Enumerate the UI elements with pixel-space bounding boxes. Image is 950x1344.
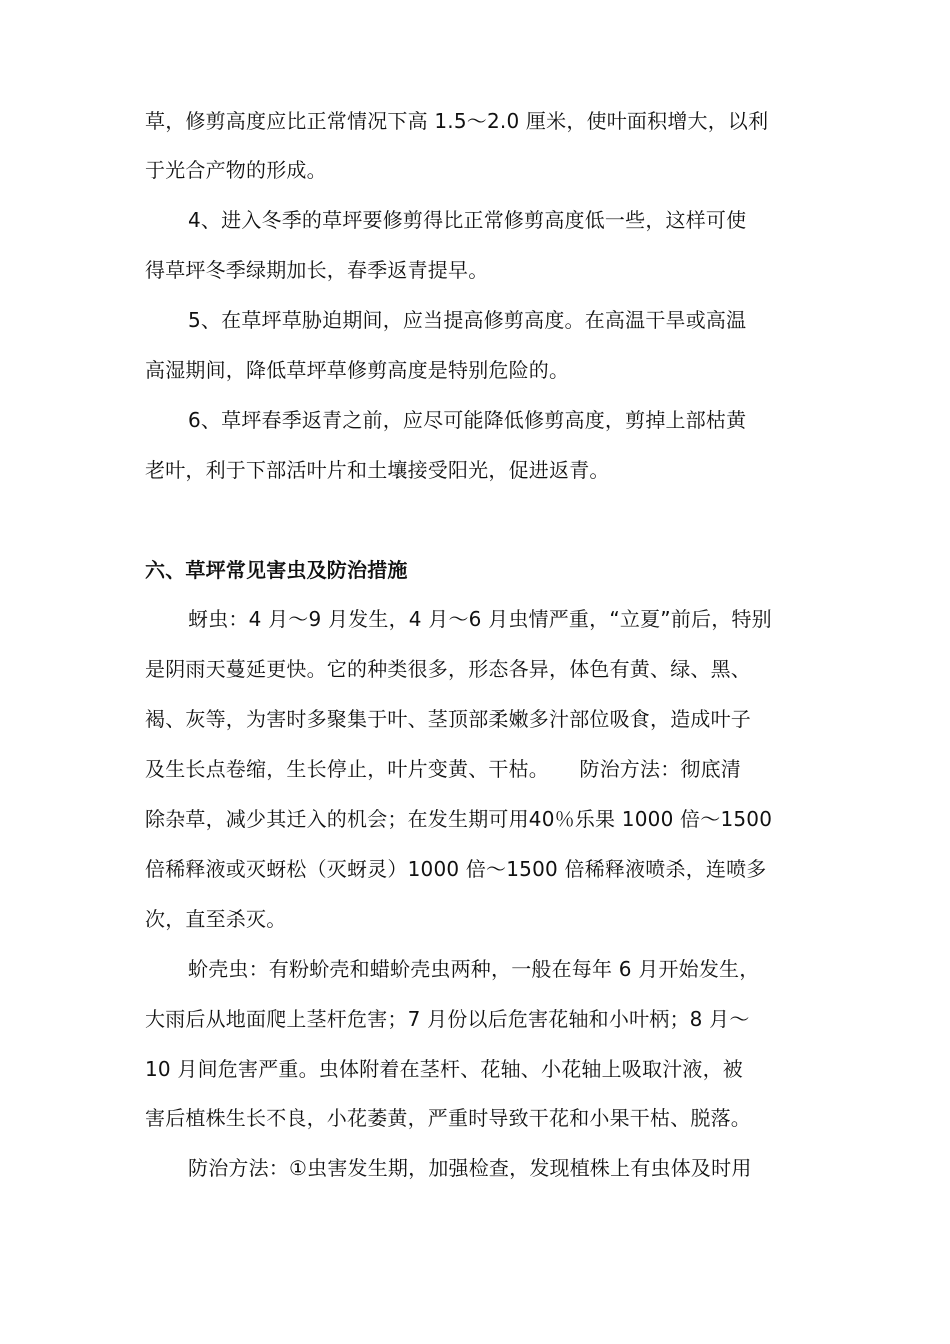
paragraph-line: 除杂草，减少其迁入的机会；在发生期可用40％乐果 1000 倍～1500 bbox=[145, 807, 773, 831]
paragraph-line: 于光合产物的形成。 bbox=[145, 158, 327, 182]
paragraph-line: 是阴雨天蔓延更快。它的种类很多，形态各异，体色有黄、绿、黑、 bbox=[145, 657, 751, 681]
paragraph-line: 4、进入冬季的草坪要修剪得比正常修剪高度低一些，这样可使 bbox=[188, 208, 747, 232]
paragraph-line: 褐、灰等，为害时多聚集于叶、茎顶部柔嫩多汁部位吸食，造成叶子 bbox=[145, 707, 751, 731]
paragraph-line: 害后植株生长不良，小花萎黄，严重时导致干花和小果干枯、脱落。 bbox=[145, 1106, 751, 1130]
paragraph-line: 大雨后从地面爬上茎杆危害；7 月份以后危害花轴和小叶柄；8 月～ bbox=[145, 1007, 750, 1031]
paragraph-line: 倍稀释液或灭蚜松（灭蚜灵）1000 倍～1500 倍稀释液喷杀，连喷多 bbox=[145, 857, 767, 881]
paragraph-line: 高湿期间，降低草坪草修剪高度是特别危险的。 bbox=[145, 358, 570, 382]
paragraph-line: 草，修剪高度应比正常情况下高 1.5～2.0 厘米，使叶面积增大，以利 bbox=[145, 109, 769, 133]
paragraph-line: 老叶，利于下部活叶片和土壤接受阳光，促进返青。 bbox=[145, 458, 610, 482]
paragraph-line: 得草坪冬季绿期加长，春季返青提早。 bbox=[145, 258, 489, 282]
paragraph-line: 蚜虫：4 月～9 月发生，4 月～6 月虫情严重，“立夏”前后，特别 bbox=[188, 607, 772, 631]
paragraph-line: 次，直至杀灭。 bbox=[145, 907, 287, 931]
paragraph-line: 6、草坪春季返青之前，应尽可能降低修剪高度，剪掉上部枯黄 bbox=[188, 408, 747, 432]
paragraph-line: 10 月间危害严重。虫体附着在茎杆、花轴、小花轴上吸取汁液，被 bbox=[145, 1057, 744, 1081]
paragraph-line: 蚧壳虫：有粉蚧壳和蜡蚧壳虫两种，一般在每年 6 月开始发生， bbox=[188, 957, 760, 981]
paragraph-line: 防治方法：①虫害发生期，加强检查，发现植株上有虫体及时用 bbox=[188, 1156, 752, 1180]
paragraph-line: 5、在草坪草胁迫期间，应当提高修剪高度。在高温干旱或高温 bbox=[188, 308, 747, 332]
paragraph-line: 及生长点卷缩，生长停止，叶片变黄、干枯。 防治方法：彻底清 bbox=[145, 757, 741, 781]
section-heading: 六、草坪常见害虫及防治措施 bbox=[145, 558, 408, 582]
